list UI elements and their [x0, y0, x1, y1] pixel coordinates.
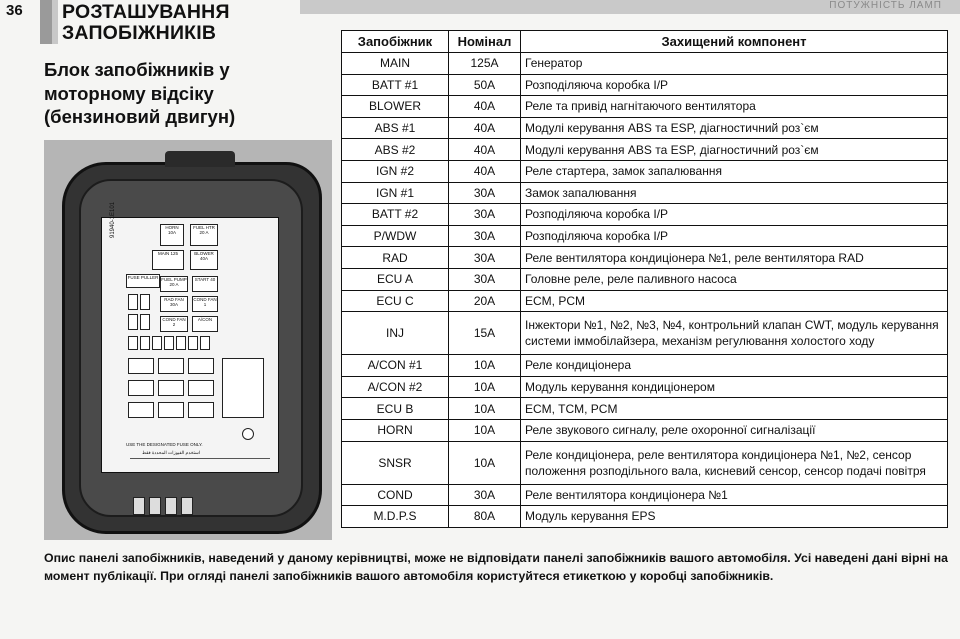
protected-component-cell: ECM, PCM [521, 290, 948, 312]
relay [188, 402, 214, 418]
fuse-name-cell: SNSR [342, 441, 449, 484]
table-row [342, 268, 948, 290]
protected-component-cell: Реле та привід нагнітаючого вентилятора [521, 96, 948, 118]
fuse-name-cell: ABS #2 [342, 139, 449, 161]
mini-fuse [164, 336, 174, 350]
fuse-rating-cell: 10A [449, 441, 521, 484]
protected-component-cell: Модулі керування ABS та ESP, діагностичний роз`єм [521, 139, 948, 161]
table-row [342, 96, 948, 118]
fuse-rating-cell: 30A [449, 225, 521, 247]
header-strip-text: ПОТУЖНІСТЬ ЛАМП [829, 0, 942, 11]
relay [128, 380, 154, 396]
table-row [342, 74, 948, 96]
relay-block [222, 358, 264, 418]
fuse-rating-cell: 40A [449, 96, 521, 118]
fuse-cell-cond-fan-2: COND FAN 2 [160, 316, 188, 332]
fuse-cell-cond-fan-1: COND FAN 1 [192, 296, 218, 312]
subtitle [44, 58, 235, 129]
protected-component-cell: Розподіляюча коробка I/P [521, 74, 948, 96]
table-row [342, 398, 948, 420]
fuse-rating-cell: 10A [449, 419, 521, 441]
fuse-name-cell: BATT #1 [342, 74, 449, 96]
fuse-cell-blower: BLOWER 40A [190, 250, 218, 270]
fusebox-clip [165, 497, 177, 515]
fusebox-clip [133, 497, 145, 515]
fuse-name-cell: MAIN [342, 53, 449, 75]
fuse-rating-cell: 50A [449, 74, 521, 96]
header-component: Захищений компонент [521, 31, 948, 53]
protected-component-cell: Реле кондиціонера, реле вентилятора кондиціонера №1, №2, сенсор положення розподільного вала, кисневий сенсор, сенсор подачі повітря [521, 441, 948, 484]
table-row [342, 117, 948, 139]
fusebox-warning-text-arabic: استخدم الفيوزات المحددة فقط [142, 450, 200, 455]
table-row [342, 225, 948, 247]
fuse-rating-cell: 40A [449, 160, 521, 182]
fusebox-part-number: 91940-1E101 [110, 201, 116, 238]
table-header-row [342, 31, 948, 53]
mini-fuse [200, 336, 210, 350]
fusebox-clip [181, 497, 193, 515]
mini-fuse [140, 314, 150, 330]
fuse-rating-cell: 40A [449, 117, 521, 139]
table-row [342, 506, 948, 528]
mini-fuse [128, 336, 138, 350]
relay [158, 402, 184, 418]
protected-component-cell: Генератор [521, 53, 948, 75]
page-number: 36 [6, 2, 23, 19]
fuse-rating-cell: 30A [449, 247, 521, 269]
protected-component-cell: Реле кондиціонера [521, 355, 948, 377]
fuse-cell-fuse-puller: FUSE PULLER [126, 274, 160, 288]
fuse-name-cell: ABS #1 [342, 117, 449, 139]
protected-component-cell: Реле вентилятора кондиціонера №1, реле вентилятора RAD [521, 247, 948, 269]
header-strip [300, 0, 960, 14]
page-marker-bar-light [52, 0, 58, 44]
fuse-cell-horn: HORN 10A [160, 224, 184, 246]
relay [128, 402, 154, 418]
header-fuse: Запобіжник [342, 31, 449, 53]
fusebox-illustration [44, 140, 332, 540]
fuse-name-cell: ECU C [342, 290, 449, 312]
fuse-name-cell: RAD [342, 247, 449, 269]
fusebox-latch [165, 151, 235, 167]
table-row [342, 53, 948, 75]
fuse-name-cell: ECU B [342, 398, 449, 420]
fuse-name-cell: A/CON #2 [342, 376, 449, 398]
protected-component-cell: Реле вентилятора кондиціонера №1 [521, 484, 948, 506]
relay [158, 358, 184, 374]
fuse-rating-cell: 30A [449, 268, 521, 290]
table-row [342, 182, 948, 204]
fuse-rating-cell: 80A [449, 506, 521, 528]
relay [128, 358, 154, 374]
header-rating: Номінал [449, 31, 521, 53]
table-row [342, 139, 948, 161]
fusebox-cover [62, 162, 322, 534]
fuse-cell-acon: A/CON [192, 316, 218, 332]
subtitle-line-1: Блок запобіжників у [44, 59, 230, 80]
fuse-rating-cell: 15A [449, 312, 521, 355]
relay [188, 380, 214, 396]
fuse-rating-cell: 10A [449, 398, 521, 420]
protected-component-cell: Головне реле, реле паливного насоса [521, 268, 948, 290]
table-row [342, 355, 948, 377]
fuse-rating-cell: 30A [449, 204, 521, 226]
page-marker-bar [40, 0, 52, 44]
fuse-rating-cell: 20A [449, 290, 521, 312]
mini-fuse [128, 314, 138, 330]
mini-fuse [176, 336, 186, 350]
fuse-name-cell: ECU A [342, 268, 449, 290]
section-title-line-2: ЗАПОБІЖНИКІВ [62, 22, 217, 44]
protected-component-cell: Розподіляюча коробка I/P [521, 225, 948, 247]
footnote: Опис панелі запобіжників, наведений у даному керівництві, може не відповідати панелі запобіжників вашого автомобіля. Усі наведені дані вірні на момент публікації. При огляді панелі запобіжників вашого автомобіля користуйтеся етикеткою у коробці запобіжників. [44, 551, 948, 583]
fuse-cell-start: START 40 [192, 276, 218, 292]
fuse-name-cell: P/WDW [342, 225, 449, 247]
protected-component-cell: Реле звукового сигналу, реле охоронної сигналізації [521, 419, 948, 441]
table-row [342, 441, 948, 484]
protected-component-cell: Модулі керування ABS та ESP, діагностичний роз`єм [521, 117, 948, 139]
fuse-table [341, 30, 948, 528]
label-marker [242, 428, 254, 440]
fuse-name-cell: M.D.P.S [342, 506, 449, 528]
relay [158, 380, 184, 396]
table-row [342, 290, 948, 312]
fuse-rating-cell: 10A [449, 376, 521, 398]
fusebox-label [101, 201, 279, 473]
table-row [342, 160, 948, 182]
table-row [342, 204, 948, 226]
fuse-cell-fuel-htr: FUEL HTR 20 A [190, 224, 218, 246]
fuse-rating-cell: 30A [449, 484, 521, 506]
protected-component-cell: Реле стартера, замок запалювання [521, 160, 948, 182]
protected-component-cell: Модуль керування EPS [521, 506, 948, 528]
fuse-rating-cell: 125A [449, 53, 521, 75]
fuse-name-cell: COND [342, 484, 449, 506]
fuse-cell-rad-fan: RAD FAN 30A [160, 296, 188, 312]
fuse-cell-main: MAIN 125 [152, 250, 184, 270]
mini-fuse [188, 336, 198, 350]
fusebox-inner [79, 179, 303, 517]
protected-component-cell: Замок запалювання [521, 182, 948, 204]
table-row [342, 419, 948, 441]
mini-fuse [152, 336, 162, 350]
table-row [342, 247, 948, 269]
table-row [342, 376, 948, 398]
fuse-cell-fuel-pump: FUEL PUMP 20 A [160, 276, 188, 292]
fuse-name-cell: IGN #2 [342, 160, 449, 182]
section-title-line-1: РОЗТАШУВАННЯ [62, 1, 230, 23]
relay [188, 358, 214, 374]
fuse-name-cell: BLOWER [342, 96, 449, 118]
section-title [62, 2, 230, 44]
fuse-name-cell: INJ [342, 312, 449, 355]
fuse-rating-cell: 10A [449, 355, 521, 377]
subtitle-line-2: моторному відсіку [44, 82, 214, 104]
mini-fuse [140, 294, 150, 310]
table-row [342, 484, 948, 506]
mini-fuse [128, 294, 138, 310]
fuse-rating-cell: 30A [449, 182, 521, 204]
protected-component-cell: ECM, TCM, PCM [521, 398, 948, 420]
fuse-name-cell: BATT #2 [342, 204, 449, 226]
fusebox-warning-text: USE THE DESIGNATED FUSE ONLY. [126, 442, 203, 447]
mini-fuse [140, 336, 150, 350]
fusebox-clip [149, 497, 161, 515]
protected-component-cell: Модуль керування кондиціонером [521, 376, 948, 398]
subtitle-line-3: (бензиновий двигун) [44, 106, 236, 127]
fuse-rating-cell: 40A [449, 139, 521, 161]
protected-component-cell: Інжектори №1, №2, №3, №4, контрольний клапан CWT, модуль керування системи іммобілайзера, механізм регулювання холостого ходу [521, 312, 948, 355]
fuse-name-cell: IGN #1 [342, 182, 449, 204]
fusebox-divider [130, 458, 270, 463]
protected-component-cell: Розподіляюча коробка I/P [521, 204, 948, 226]
fuse-name-cell: A/CON #1 [342, 355, 449, 377]
table-row [342, 312, 948, 355]
fuse-name-cell: HORN [342, 419, 449, 441]
